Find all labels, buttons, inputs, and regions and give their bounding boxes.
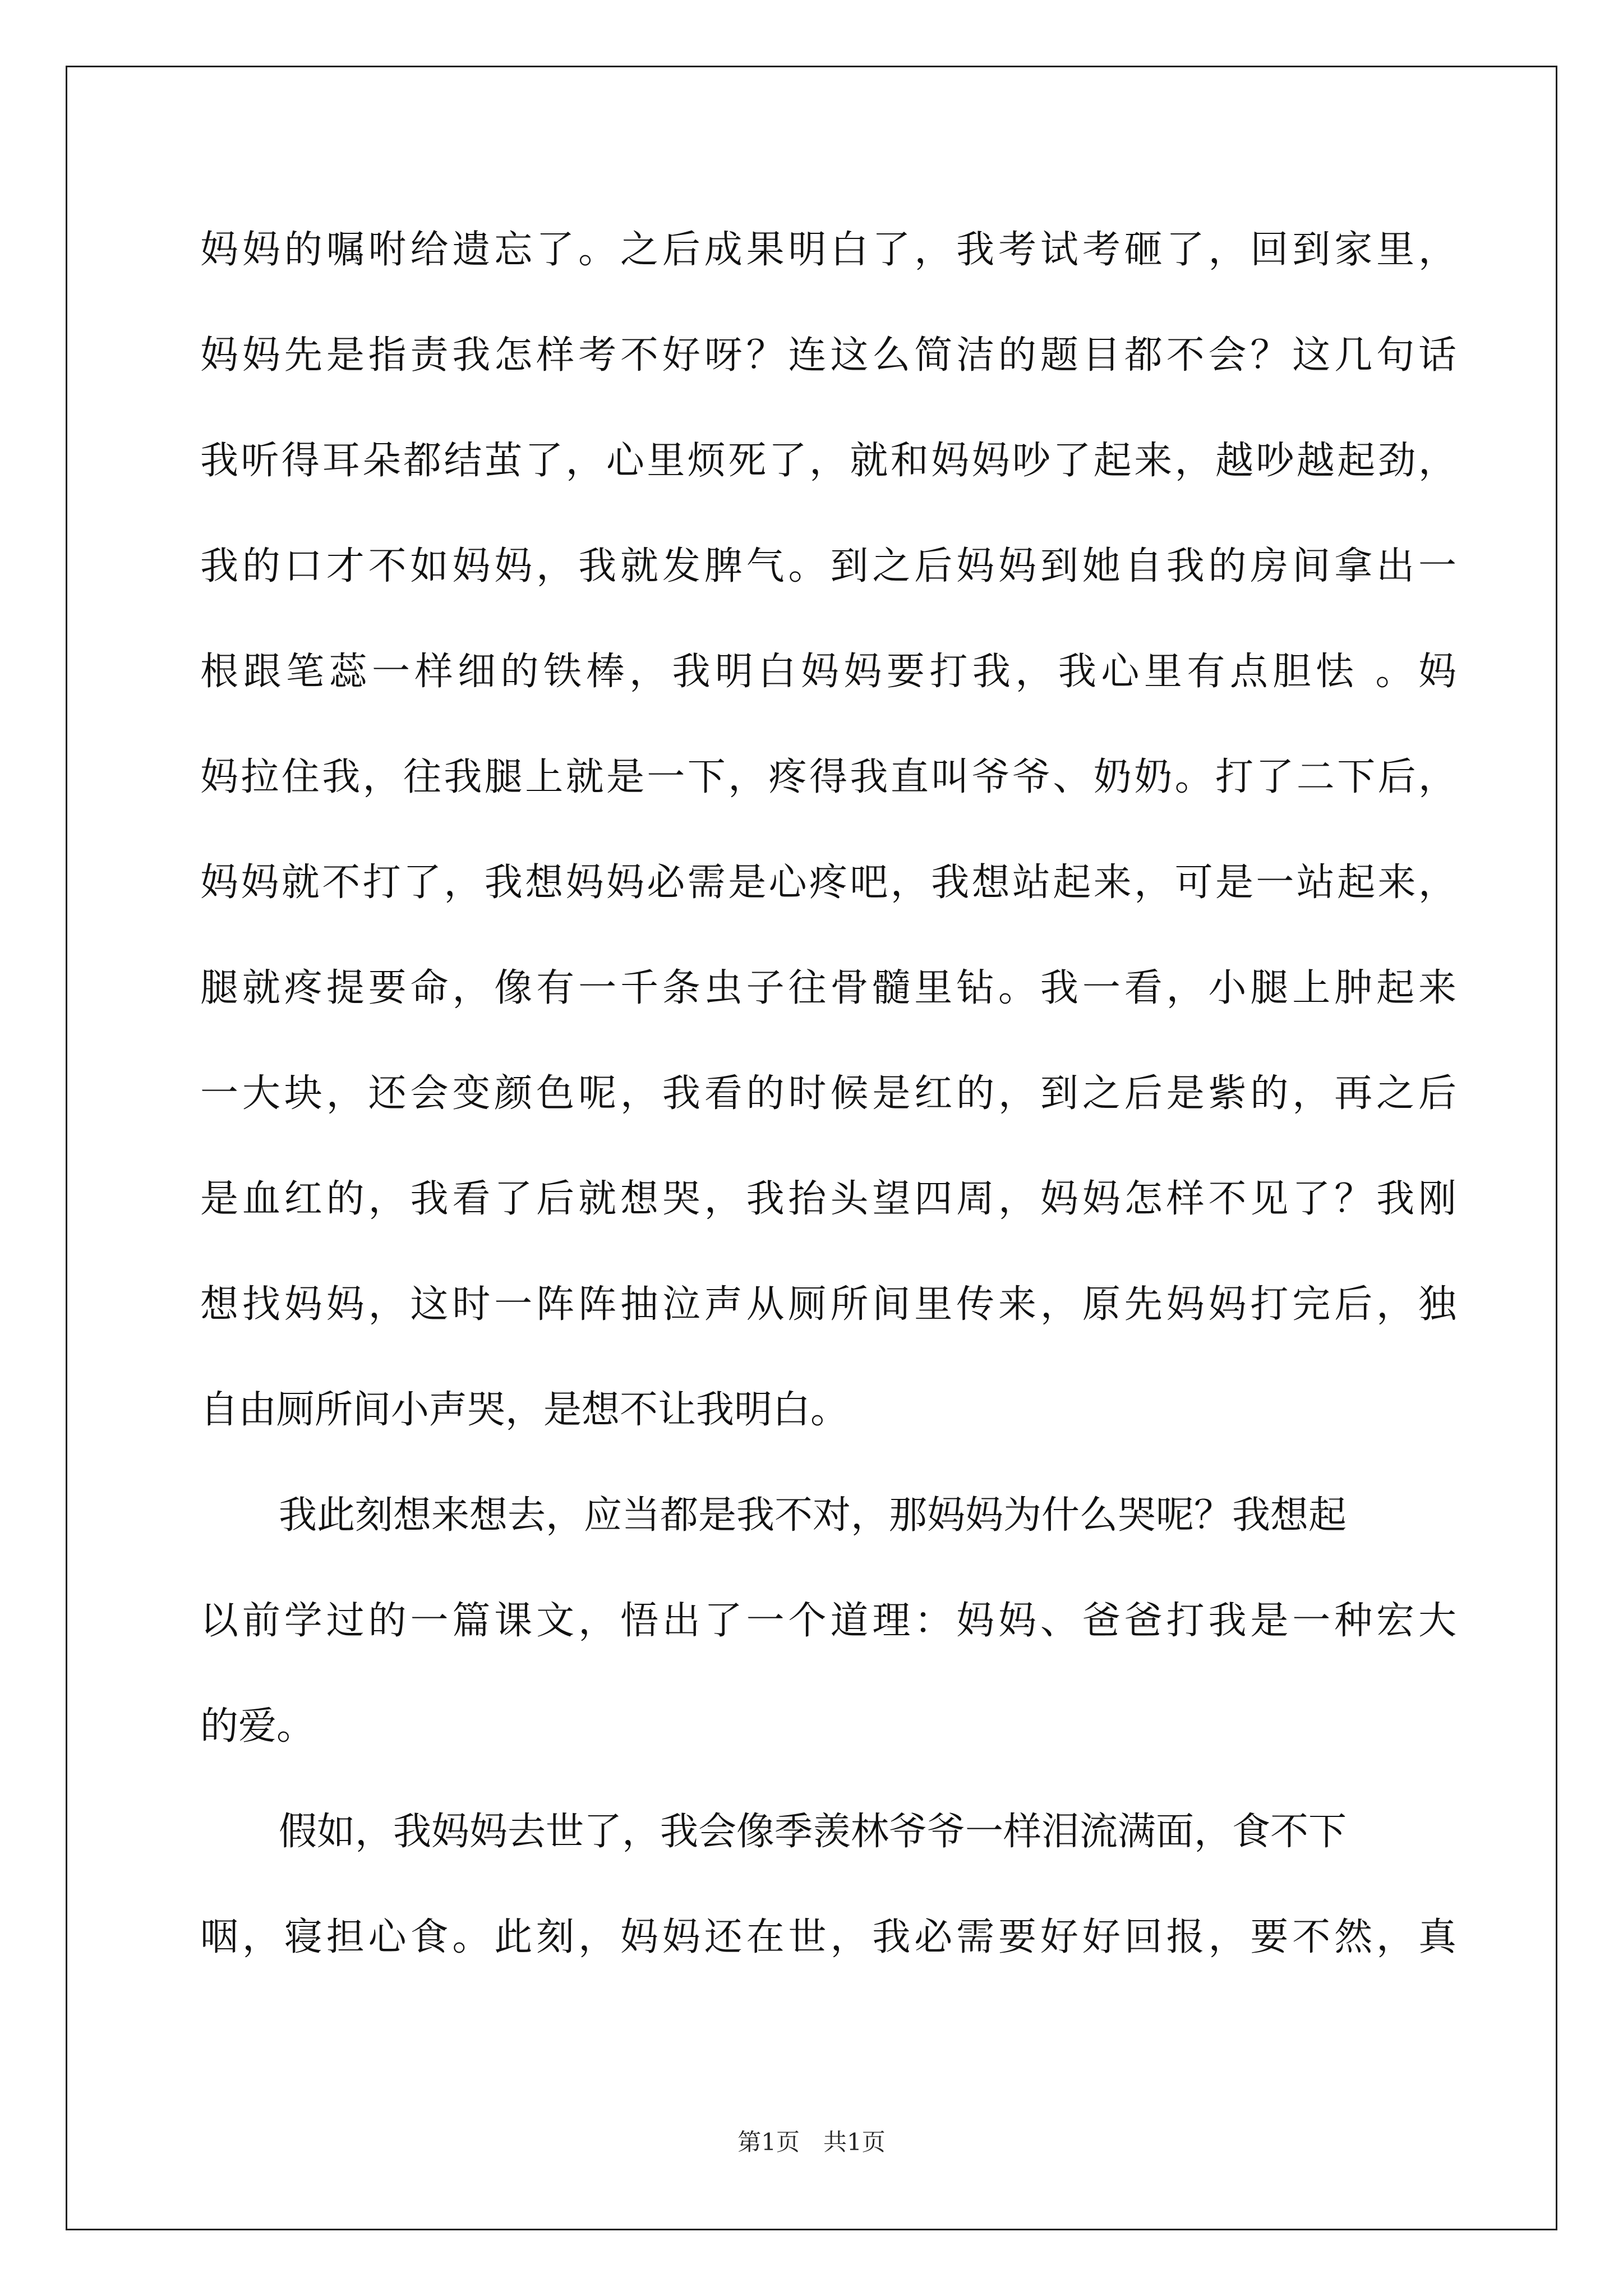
text-line: 是血红的，我看了后就想哭，我抬头望四周，妈妈怎样不见了？我刚 [200, 1177, 1456, 1221]
text-line: 妈妈就不打了，我想妈妈必需是心疼吧，我想站起来，可是一站起来， [200, 861, 1456, 905]
text-line: 妈拉住我，往我腿上就是一下，疼得我直叫爷爷、奶奶。打了二下后， [200, 755, 1456, 799]
text-line: 妈妈先是指责我怎样考不好呀？连这么简洁的题目都不会？这几句话 [200, 333, 1456, 378]
page-number-footer: 第1页 共1页 [737, 2128, 886, 2156]
text-line: 根跟笔蕊一样细的铁棒，我明白妈妈要打我，我心里有点胆怯 。妈 [200, 650, 1456, 694]
text-line: 想找妈妈，这时一阵阵抽泣声从厕所间里传来，原先妈妈打完后，独 [200, 1282, 1456, 1327]
text-line: 我的口才不如妈妈，我就发脾气。到之后妈妈到她自我的房间拿出一 [200, 544, 1456, 588]
text-line: 咽，寝担心食。此刻，妈妈还在世，我必需要好好回报，要不然，真 [200, 1915, 1456, 1959]
text-line: 自由厕所间小声哭，是想不让我明白。 [200, 1388, 849, 1432]
text-line: 假如，我妈妈去世了，我会像季羡林爷爷一样泪流满面，食不下 [279, 1810, 1347, 1854]
text-line: 腿就疼提要命，像有一千条虫子往骨髓里钻。我一看，小腿上肿起来 [200, 966, 1456, 1010]
text-line: 我此刻想来想去，应当都是我不对，那妈妈为什么哭呢？我想起 [279, 1493, 1347, 1538]
text-line: 以前学过的一篇课文，悟出了一个道理：妈妈、爸爸打我是一种宏大 [200, 1599, 1456, 1643]
text-line: 妈妈的嘱咐给遗忘了。之后成果明白了，我考试考砸了，回到家里， [200, 228, 1456, 272]
text-line: 的爱。 [200, 1704, 315, 1749]
text-line: 我听得耳朵都结茧了，心里烦死了，就和妈妈吵了起来，越吵越起劲， [200, 439, 1456, 483]
document-body [200, 197, 1456, 1990]
text-line: 一大块，还会变颜色呢，我看的时候是红的，到之后是紫的，再之后 [200, 1071, 1456, 1116]
